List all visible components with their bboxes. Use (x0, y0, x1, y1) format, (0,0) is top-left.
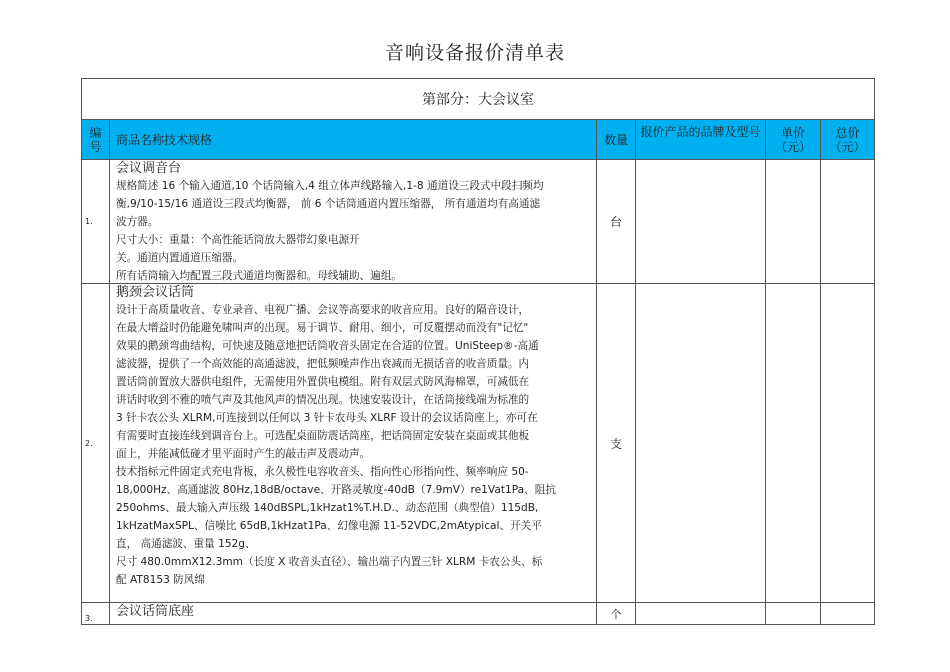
brand-cell (636, 160, 766, 284)
document-title: 音响设备报价清单表 (384, 42, 565, 64)
total-price-cell (821, 284, 875, 603)
header-qty: 数量 (597, 120, 636, 160)
section-row (82, 79, 875, 120)
brand-cell (636, 603, 766, 625)
header-name: 商品名称技术规格 (110, 120, 597, 160)
table-row (82, 603, 875, 625)
item-unit: 台 (597, 160, 636, 284)
item-name: 会议话筒底座 (116, 604, 195, 619)
item-unit: 个 (597, 603, 636, 625)
item-name: 会议调音台 (116, 161, 182, 176)
row-number: 3. (82, 603, 110, 625)
unit-price-cell (766, 160, 821, 284)
unit-price-cell (766, 603, 821, 625)
brand-cell (636, 284, 766, 603)
header-total-price: 总价 （元） (821, 120, 875, 160)
quote-table (81, 78, 875, 625)
item-name: 鹅颈会议话筒 (116, 285, 195, 300)
total-price-cell (821, 603, 875, 625)
header-brand: 报价产品的品牌及型号 (636, 120, 766, 160)
unit-price-cell (766, 284, 821, 603)
table-header-row (82, 120, 875, 160)
item-spec: 规格简述 16 个输入通道,10 个话筒输入,4 组立体声线路输入,1-8 通道设三段式中段扫频均 衡,9/10-15/16 通道设三段式均衡器， 前 6 个话筒通道内置压缩器， 所有通道均有高通滤 波方器。 尺寸大小：重量：个高性能话筒放大器带幻象电源开 关。通道内置通道压缩器。 所有话筒输入均配置三段式通道均衡器和。母线辅助、遍组。 (116, 180, 544, 281)
header-no: 编 号 (82, 120, 110, 160)
item-unit: 支 (597, 284, 636, 603)
item-spec: 设计于高质量收音、专业录音、电视广播、会议等高要求的收音应用。良好的隔音设计， 在最大增益时仍能避免啸叫声的出现。易于调节、耐用、细小，可反覆摆动而没有"记忆" 效果的鹅颈弯曲结构，可快速及随意地把话筒收音头固定在合适的位置。UniSteep®-高通 滤波器，提供了一个高效能的高通滤波，把低频噪声作出衰减而无损话音的收音质量。内 置话筒前置放大器供电组件，无需使用外置供电模组。附有双层式防风海棉罩，可减低在 讲话时收到不雅的喷气声及其他风声的情况出现。快速安装设计，在话筒接线端为标准的 3 针卡农公头 XLRM,可连接到以任何以 3 针卡农母头 XLRF 设计的会议话筒座上，亦可在 有需要时直接连线到调音台上。可选配桌面防震话筒座，把话筒固定安装在桌面或其他板 面上，并能减低碰才里平面时产生的敲击声及震动声。 技术指标元件固定式充电背板，永久极性电容收音头、指向性心形指向性、频率响应 50- 18,000Hz、高通滤波 80Hz,18dB/octave、开路灵敏度-40dB（7.9mV）re1Vat1Pa、阻抗 250ohms、最大输入声压级 140dBSPL,1kHzat1%T.H.D.、动态范围（典型值）115dB, 1kHzatMaxSPL、信噪比 65dB,1kHzat1Pa、幻像电源 11-52VDC,2mAtypical、开关平 直， 高通滤波、重量 152g、 尺寸 480.0mmX12.3mm（长度 X 收音头直径）、输出端子内置三针 XLRM 卡农公头、标 配 AT8153 防风绵 (116, 304, 556, 586)
item-description (110, 284, 597, 603)
item-description (110, 160, 597, 284)
total-price-cell (821, 160, 875, 284)
section-title: 第部分：大会议室 (82, 79, 875, 120)
header-unit-price: 单价 （元） (766, 120, 821, 160)
table-row (82, 160, 875, 284)
item-description (110, 603, 597, 625)
row-number: 2. (82, 284, 110, 603)
table-row (82, 284, 875, 603)
row-number: 1. (82, 160, 110, 284)
